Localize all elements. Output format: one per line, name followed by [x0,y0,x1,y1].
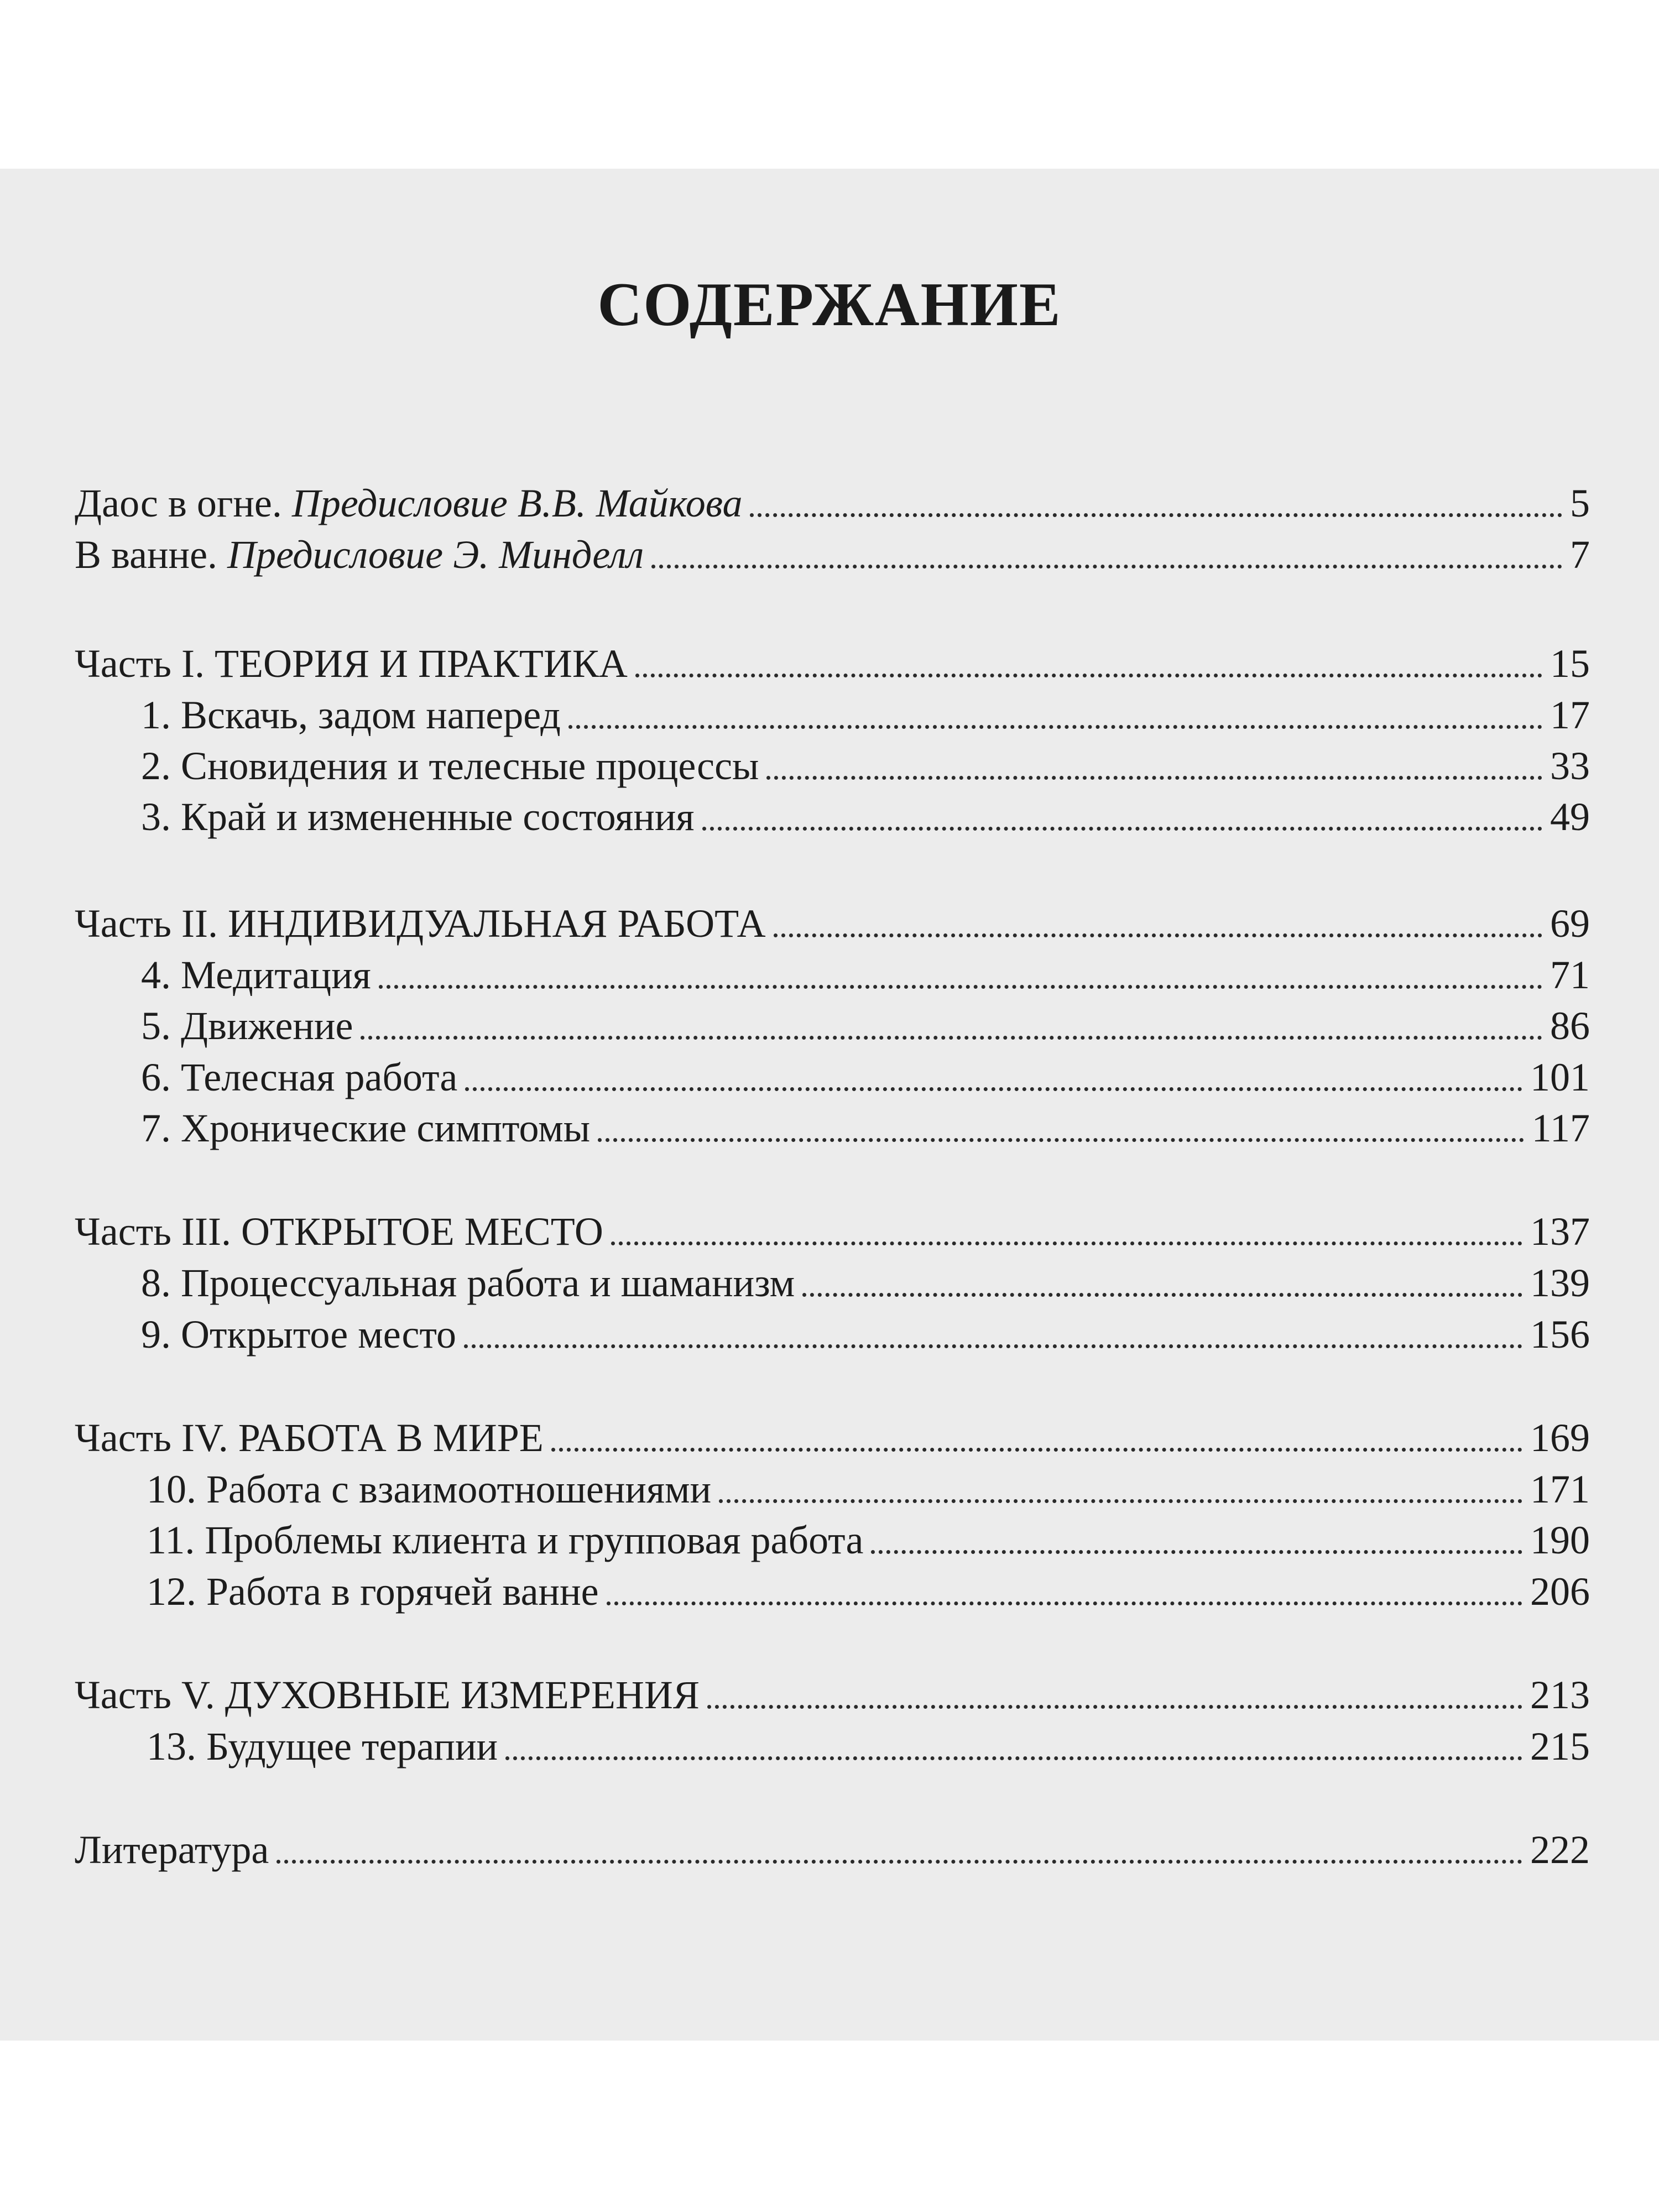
toc-chapter-label: 10. Работа с взаимоотношениями [147,1467,712,1511]
leader-dots [505,1756,1522,1760]
toc-entry-page: 5 [1570,481,1590,525]
table-of-contents [75,0,1590,2212]
toc-entry-page: 101 [1530,1055,1590,1099]
page-title: СОДЕРЖАНИЕ [597,270,1062,339]
toc-part [75,639,1590,688]
toc-chapter [75,741,1590,791]
toc-chapter [75,1052,1590,1102]
toc-entry-page: 215 [1530,1724,1590,1768]
toc-entry-page: 15 [1550,641,1590,686]
toc-entry-page: 169 [1530,1416,1590,1460]
toc-entry-page: 139 [1530,1261,1590,1305]
leader-dots [774,933,1542,937]
toc-entry [75,1825,1590,1875]
toc-entry-label: Литература [75,1828,269,1872]
leader-dots [276,1860,1522,1864]
toc-chapter-label: 6. Телесная работа [141,1055,458,1099]
toc-entry [75,478,1590,528]
toc-entry-page: 206 [1530,1569,1590,1614]
toc-entry-page: 71 [1550,953,1590,997]
toc-chapter-label: 5. Движение [141,1004,353,1048]
toc-entry [75,530,1590,580]
toc-part-label: Часть II. ИНДИВИДУАЛЬНАЯ РАБОТА [75,901,766,946]
toc-entry-page: 49 [1550,795,1590,839]
toc-entry-page: 17 [1550,693,1590,737]
toc-chapter-label: 8. Процессуальная работа и шаманизм [141,1261,795,1305]
toc-chapter-label: 13. Будущее терапии [147,1724,498,1768]
toc-part [75,1207,1590,1256]
toc-chapter [75,1721,1590,1771]
leader-dots [598,1138,1524,1142]
toc-entry-page: 222 [1530,1828,1590,1872]
toc-chapter [75,792,1590,842]
toc-chapter [75,1515,1590,1565]
toc-entry-page: 137 [1530,1209,1590,1254]
toc-chapter [75,1464,1590,1514]
leader-dots [766,776,1542,780]
leader-dots [635,674,1542,677]
toc-entry-page: 213 [1530,1673,1590,1717]
toc-entry-page: 156 [1530,1312,1590,1357]
toc-chapter [75,1310,1590,1359]
toc-part [75,899,1590,948]
leader-dots [551,1448,1522,1452]
toc-part [75,1670,1590,1720]
toc-part-label: Часть V. ДУХОВНЫЕ ИЗМЕРЕНИЯ [75,1673,700,1717]
toc-chapter-label: 2. Сновидения и телесные процессы [141,744,759,788]
toc-chapter [75,1001,1590,1051]
toc-part-label: Часть I. ТЕОРИЯ И ПРАКТИКА [75,641,628,686]
toc-chapter-label: 12. Работа в горячей ванне [147,1569,599,1614]
toc-entry-page: 69 [1550,901,1590,946]
leader-dots [607,1601,1522,1605]
leader-dots [707,1705,1522,1709]
toc-entry-page: 117 [1531,1106,1590,1150]
toc-entry-label: Даос в огне. Предисловие В.В. Майкова [75,481,743,525]
toc-entry-author: Предисловие В.В. Майкова [291,481,743,525]
toc-chapter-label: 4. Медитация [141,953,371,997]
leader-dots [465,1087,1522,1091]
toc-chapter-label: 9. Открытое место [141,1312,456,1357]
leader-dots [871,1550,1522,1554]
toc-entry-label: В ванне. Предисловие Э. Минделл [75,533,644,577]
toc-chapter-label: 3. Край и измененные состояния [141,795,695,839]
toc-chapter [75,690,1590,740]
leader-dots [379,985,1542,989]
leader-dots [361,1036,1542,1040]
toc-chapter-label: 7. Хронические симптомы [141,1106,591,1150]
leader-dots [750,513,1562,517]
toc-chapter [75,1103,1590,1153]
leader-dots [611,1241,1522,1245]
toc-entry-page: 190 [1530,1518,1590,1562]
toc-chapter [75,950,1590,1000]
toc-entry-page: 86 [1550,1004,1590,1048]
toc-entry-page: 33 [1550,744,1590,788]
toc-chapter [75,1567,1590,1616]
toc-part-label: Часть IV. РАБОТА В МИРЕ [75,1416,544,1460]
leader-dots [568,725,1542,729]
toc-chapter [75,1258,1590,1308]
leader-dots [802,1293,1522,1297]
toc-part-label: Часть III. ОТКРЫТОЕ МЕСТО [75,1209,603,1254]
toc-entry-author: Предисловие Э. Минделл [227,533,644,577]
leader-dots [464,1344,1522,1348]
toc-part [75,1413,1590,1463]
toc-entry-page: 171 [1530,1467,1590,1511]
toc-chapter-label: 11. Проблемы клиента и групповая работа [147,1518,864,1562]
leader-dots [702,827,1542,831]
leader-dots [719,1499,1522,1503]
toc-entry-page: 7 [1570,533,1590,577]
leader-dots [651,565,1562,568]
toc-chapter-label: 1. Вскачь, задом наперед [141,693,561,737]
